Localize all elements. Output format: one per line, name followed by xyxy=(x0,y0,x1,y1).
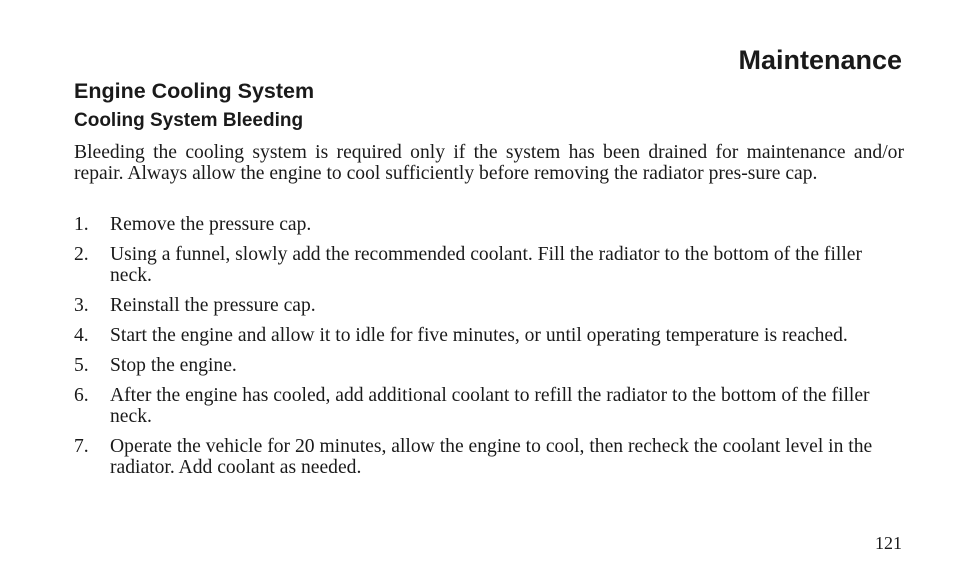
step-number: 1. xyxy=(74,214,89,235)
step-item xyxy=(74,295,904,316)
step-item xyxy=(74,244,904,286)
step-number: 5. xyxy=(74,355,89,376)
step-number: 4. xyxy=(74,325,89,346)
manual-page xyxy=(74,0,904,588)
step-item xyxy=(74,385,904,427)
step-text: Reinstall the pressure cap. xyxy=(110,295,316,316)
step-number: 3. xyxy=(74,295,89,316)
step-text: Stop the engine. xyxy=(110,355,237,376)
subsection-title: Cooling System Bleeding xyxy=(74,110,304,131)
intro-paragraph: Bleeding the cooling system is required only if the system has been drained for maintenance and/or repair. Always allow the engine to cool sufficiently before removing the radiator pres-sure cap. xyxy=(74,142,904,184)
step-item xyxy=(74,355,904,376)
step-item xyxy=(74,436,904,478)
section-title: Engine Cooling System xyxy=(74,79,315,103)
step-text: Operate the vehicle for 20 minutes, allow the engine to cool, then recheck the coolant level in the radiator. Add coolant as needed. xyxy=(110,436,873,478)
step-number: 2. xyxy=(74,244,89,265)
page-number: 121 xyxy=(875,533,902,553)
section-header: Maintenance xyxy=(738,45,902,75)
step-text: Start the engine and allow it to idle for five minutes, or until operating temperature is reached. xyxy=(110,325,848,346)
step-number: 7. xyxy=(74,436,89,457)
step-text: Remove the pressure cap. xyxy=(110,214,312,235)
step-text: Using a funnel, slowly add the recommended coolant. Fill the radiator to the bottom of the filler neck. xyxy=(110,244,862,286)
step-number: 6. xyxy=(74,385,89,406)
step-item xyxy=(74,325,904,346)
step-item xyxy=(74,214,904,235)
steps-list xyxy=(74,214,904,487)
step-text: After the engine has cooled, add additional coolant to refill the radiator to the bottom of the filler neck. xyxy=(110,385,870,427)
